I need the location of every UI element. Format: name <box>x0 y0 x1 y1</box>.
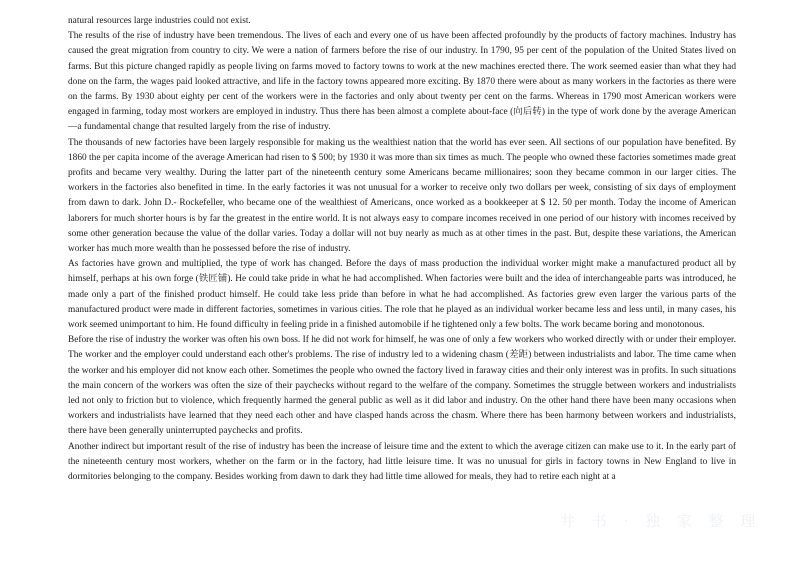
paragraph-5: Before the rise of industry the worker was often his own boss. If he did not work for himself, he was one of only a few workers who worked directly with or under their employer. The worker and the employer could understand each other's problems. The rise of industry led to a widening chasm (差距) between industrialists and labor. The time came when the worker and his employer did not know each other. Sometimes the people who owned the factory lived in faraway cities and their only interest was in profits. In such situations the main concern of the workers was often the size of their paychecks without regard to the welfare of the company. Sometimes the struggle between workers and industrialists led not only to friction but to violence, which frequently harmed the general public as well as it did labor and industry. On the other hand there have been many occasions when workers and industrialists have learned that they need each other and have clasped hands across the chasm. Where there has been harmony between workers and industrialists, there have been generally uninterrupted paychecks and profits. <box>68 335 736 437</box>
paragraph-1: natural resources large industries could not exist. <box>68 16 251 26</box>
paragraph-4: As factories have grown and multiplied, the type of work has changed. Before the days of mass production the individual worker might make a manufactured product all by himself, perhaps at his own forge (铁匠铺). He could take pride in what he had accomplished. When factories were built and the idea of interchangeable parts was introduced, he made only a part of the finished product himself. He could take less pride than before in what he had accomplished. As factories grew even larger the various parts of the manufactured product were made in different factories, sometimes in various cities. The role that he played as an individual worker became less and less until, in many cases, his work seemed unimportant to him. He found difficulty in feeling pride in a finished automobile if he tightened only a few bolts. The work became boring and monotonous. <box>68 259 736 331</box>
paragraph-6: Another indirect but important result of the rise of industry has been the increase of leisure time and the extent to which the average citizen can make use to it. In the early part of the nineteenth century most workers, whether on the farm or in the factory, had little leisure time. It was no unusual for girls in factory towns in New England to live in dormitories belonging to the company. Besides working from dawn to dark they had little time allowed for meals, they had to retire each night at a <box>68 441 736 483</box>
paragraph-3: The thousands of new factories have been largely responsible for making us the wealthiest nation that the world has ever seen. All sections of our population have benefited. By 1860 the per capita income of the average American had risen to $ 500; by 1930 it was more than six times as much. The people who owned these factories sometimes made great profits and became very wealthy. During the latter part of the nineteenth century some Americans became millionaires; soon they became common in our larger cities. The workers in the factories also benefited in time. In the early factories it was not unusual for a worker to receive only two dollars per week, consisting of six days of employment from dawn to dark. John D.- Rockefeller, who became one of the wealthiest of Americans, once worked as a bookkeeper at $ 12. 50 per month. Today the income of American laborers for much shorter hours is by far the greatest in the entire world. It is not always easy to compare incomes received in one period of our history with incomes received by some other generation because the value of the dollar varies. Today a dollar will not buy nearly as much as at other times in the past. But, despite these variations, the American worker has much more wealth than he possessed before the rise of industry. <box>68 137 736 255</box>
document-body <box>68 14 736 485</box>
paragraph-2: The results of the rise of industry have been tremendous. The lives of each and every one of us have been affected profoundly by the products of factory machines. Industry has caused the great migration from country to city. We were a nation of farmers before the rise of our industry. In 1790, 95 per cent of the population of the United States lived on farms. But this picture changed rapidly as people living on farms moved to factory towns to work at the new machines erected there. The work seemed easier than what they had done on the farm, the wages paid looked attractive, and life in the factory towns appeared more exciting. By 1870 there were about as many workers in the factories as there were on the farms. By 1930 about eighty per cent of the workers were in the factories and only about twenty per cent on the farms. Whereas in 1790 most American workers were engaged in farming, today most workers are employed in industry. Thus there has been almost a complete about-face (向后转) in the type of work done by the average American—a fundamental change that resulted largely from the rise of industry. <box>68 31 736 133</box>
watermark: 井 书 · 独 家 整 理 <box>560 512 762 530</box>
